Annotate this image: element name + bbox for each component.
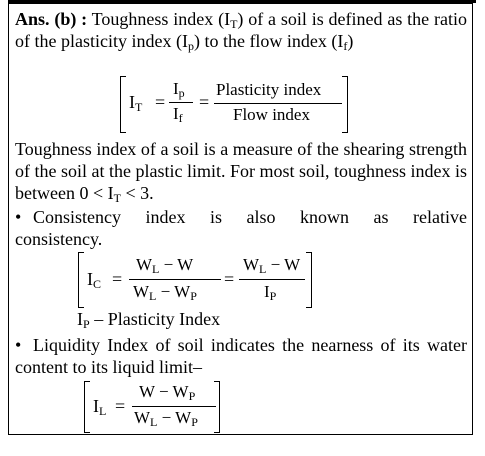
consistency-bullet: • Consistency index is also known as relative consistency. — [15, 207, 467, 249]
toughness-description: Toughness index of a soil is a measure of the shearing strength of the soil at the plastic limit. For most soil, toughness index is between $0 < I_T < 3$. — [15, 139, 467, 205]
fraction-2-numerator: $W_L - W$ — [243, 255, 301, 276]
answer-box — [8, 3, 473, 435]
left-bracket — [84, 381, 90, 433]
plasticity-index-note: $I_P$ – Plasticity Index — [77, 309, 221, 331]
formula-lhs: $I_L$ — [93, 396, 107, 418]
equals-sign-2: = — [199, 92, 210, 112]
equals-sign: = — [155, 92, 166, 112]
right-bracket — [306, 252, 312, 308]
bullet: • — [15, 207, 22, 227]
right-bracket — [342, 76, 348, 133]
bullet: • — [15, 335, 22, 355]
fraction-numerator: $W - W_P$ — [139, 382, 196, 403]
plasticity-index-numerator: Plasticity index — [216, 80, 322, 99]
fraction-numerator: $I_p$ — [173, 79, 185, 100]
fraction-bar-2 — [214, 103, 342, 104]
fraction-bar-2 — [239, 279, 305, 280]
equals-sign-2: = — [224, 269, 235, 289]
fraction-2-denominator: $I_P$ — [264, 282, 277, 303]
definition-paragraph: Ans. (b) : Toughness index $(I_T)$ of a soil is defined as the ratio of the plasticity index $(I_p)$ to the flow index $(I_f)$ — [15, 9, 467, 53]
fraction-bar — [132, 406, 216, 407]
flow-index-denominator: Flow index — [233, 105, 310, 124]
left-bracket — [120, 76, 126, 133]
formula-lhs: $I_C$ — [87, 269, 102, 291]
formula-lhs: $I_T$ — [129, 92, 143, 114]
fraction-numerator: $W_L - W$ — [136, 255, 194, 276]
left-bracket — [78, 252, 84, 308]
equals-sign: = — [115, 396, 126, 416]
right-bracket — [214, 381, 220, 433]
fraction-bar — [129, 279, 221, 280]
fraction-denominator: $W_L - W_P$ — [134, 408, 198, 429]
fraction-denominator: $I_f$ — [173, 104, 183, 125]
equals-sign: = — [112, 269, 123, 289]
liquidity-bullet: • Liquidity Index of soil indicates the nearness of its water content to its liquid limit– — [15, 335, 467, 377]
fraction-bar — [169, 102, 193, 103]
answer-label: Ans. (b) : — [15, 9, 88, 29]
fraction-denominator: $W_L - W_P$ — [133, 282, 197, 303]
